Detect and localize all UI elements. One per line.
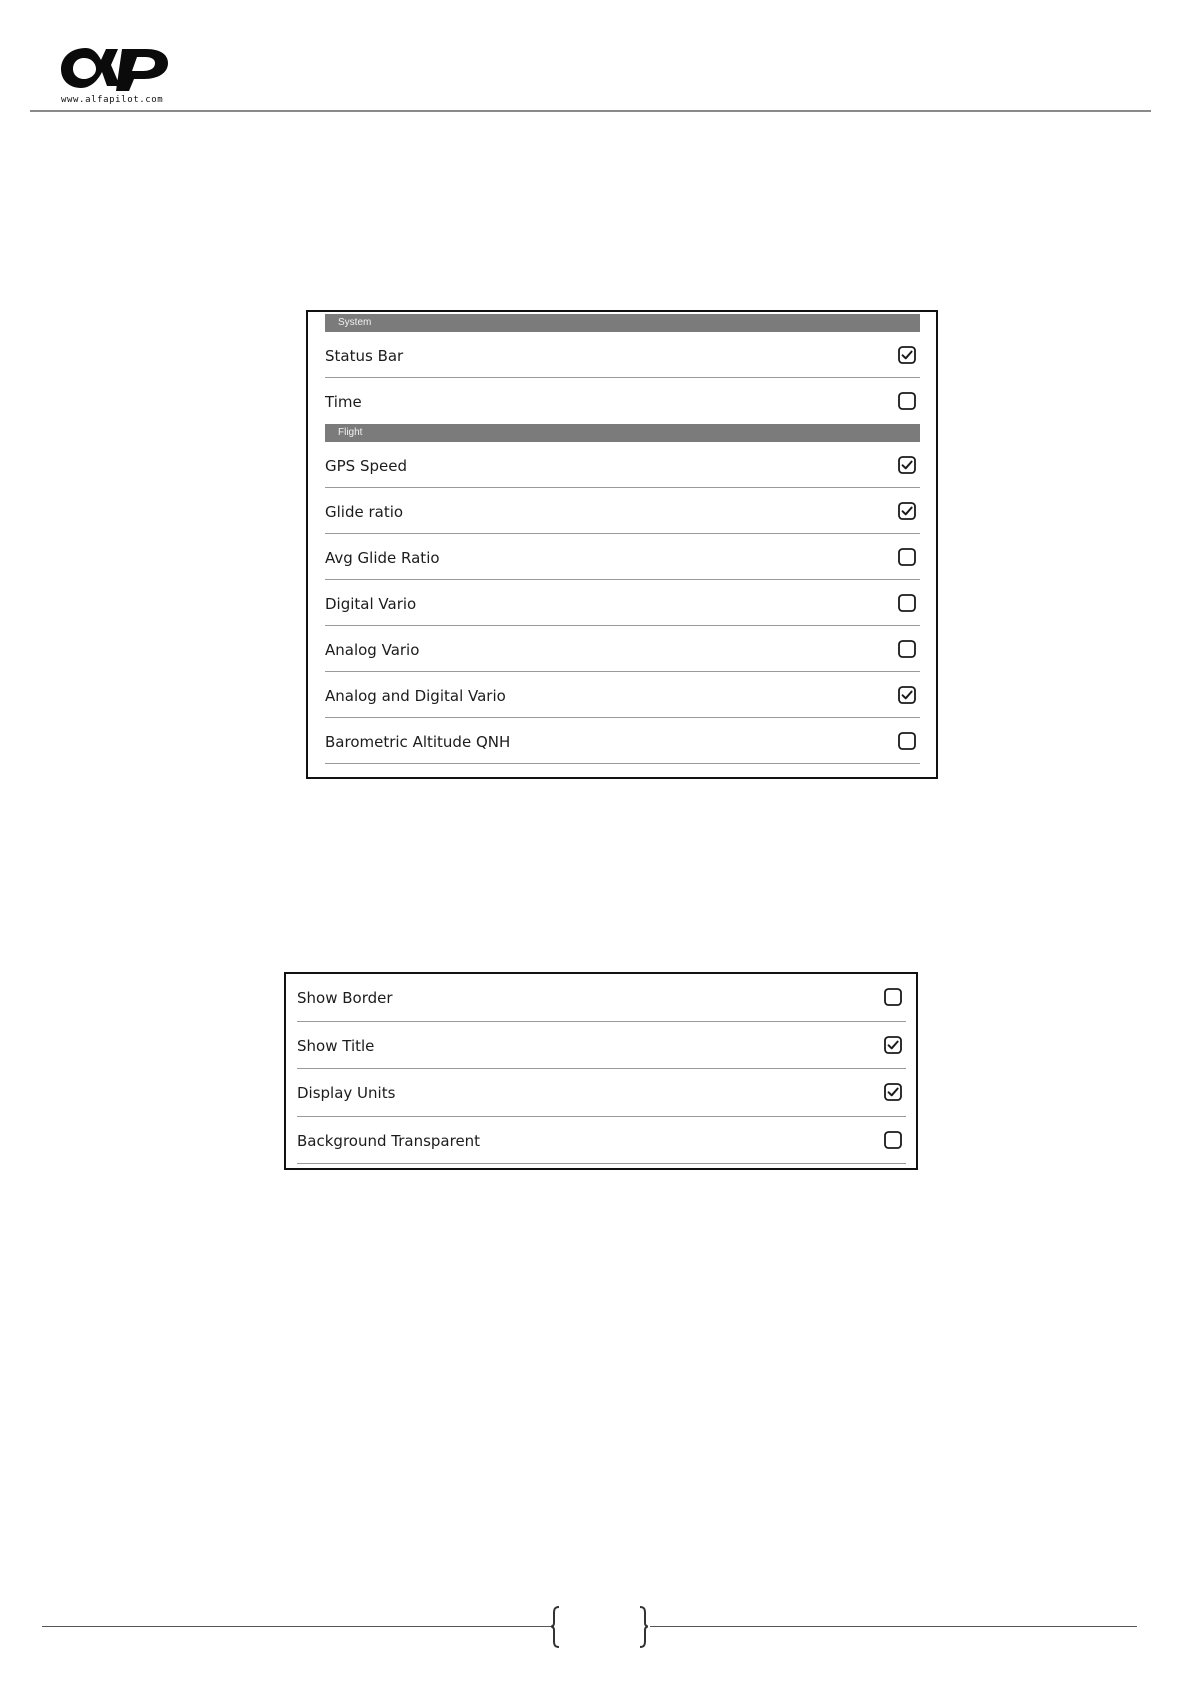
setting-row-analog-vario[interactable] [325,626,920,672]
setting-label: Barometric Altitude QNH [325,732,511,751]
setting-label: Status Bar [325,346,404,365]
display-items-panel [306,310,938,779]
checkbox-unchecked-icon[interactable] [898,548,916,566]
setting-label: Show Title [297,1036,375,1055]
widget-options-panel [284,972,918,1170]
setting-label: Background Transparent [297,1131,481,1150]
checkbox-checked-icon[interactable] [898,456,916,474]
setting-label: Display Units [297,1084,396,1103]
footer-divider-right [650,1626,1137,1627]
footer-divider-left [42,1626,554,1627]
setting-row-display-units[interactable] [297,1069,906,1117]
setting-label: Avg Glide Ratio [325,548,440,567]
setting-label: Glide ratio [325,502,404,521]
header-divider [30,110,1151,112]
setting-row-time[interactable] [325,378,920,424]
checkbox-unchecked-icon[interactable] [898,392,916,410]
website-url: www.alfapilot.com [61,95,164,105]
checkbox-checked-icon[interactable] [884,1083,902,1101]
checkbox-unchecked-icon[interactable] [884,988,902,1006]
setting-row-analog-and-digital-vario[interactable] [325,672,920,718]
checkbox-checked-icon[interactable] [884,1036,902,1054]
setting-label: GPS Speed [325,456,407,475]
section-header-flight: Flight [325,424,920,442]
setting-label: Analog and Digital Vario [325,686,506,705]
checkbox-unchecked-icon[interactable] [884,1131,902,1149]
setting-row-show-title[interactable] [297,1022,906,1070]
setting-row-gps-speed[interactable] [325,442,920,488]
setting-label: Digital Vario [325,594,417,613]
setting-row-status-bar[interactable] [325,332,920,378]
section-header-system: System [325,314,920,332]
setting-row-digital-vario[interactable] [325,580,920,626]
checkbox-checked-icon[interactable] [898,502,916,520]
alfapilot-logo [60,42,170,108]
checkbox-checked-icon[interactable] [898,346,916,364]
setting-row-avg-glide-ratio[interactable] [325,534,920,580]
right-bracket-icon [638,1605,648,1649]
setting-row-barometric-altitude-qnh[interactable] [325,718,920,764]
checkbox-checked-icon[interactable] [898,686,916,704]
setting-label: Time [325,393,362,411]
left-bracket-icon [551,1605,561,1649]
setting-row-glide-ratio[interactable] [325,488,920,534]
setting-row-show-border[interactable] [297,974,906,1022]
alfapilot-logo-mark [60,42,170,94]
checkbox-unchecked-icon[interactable] [898,594,916,612]
setting-label: Analog Vario [325,640,420,659]
checkbox-unchecked-icon[interactable] [898,640,916,658]
setting-row-background-transparent[interactable] [297,1117,906,1165]
checkbox-unchecked-icon[interactable] [898,732,916,750]
setting-label: Show Border [297,989,393,1008]
